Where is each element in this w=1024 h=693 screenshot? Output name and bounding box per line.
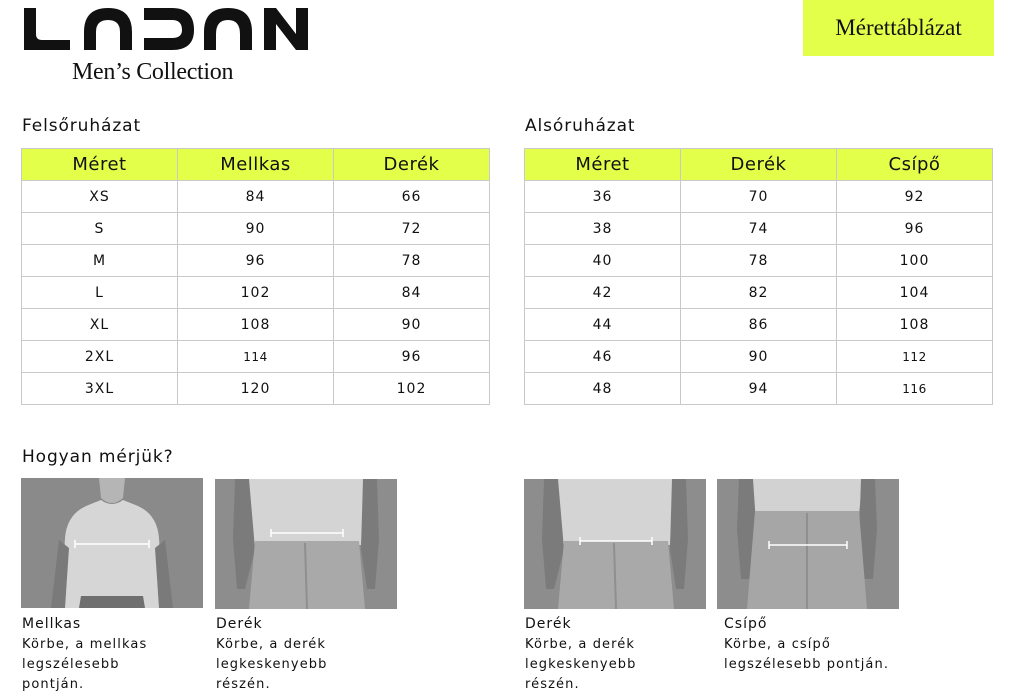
size-cell: 44 (525, 309, 681, 341)
size-cell: 42 (525, 277, 681, 309)
hip-cell: 112 (837, 341, 993, 373)
chest-cell: 114 (178, 341, 334, 373)
table-row (525, 373, 993, 405)
size-cell: XS (22, 181, 178, 213)
waist-cell: 84 (334, 277, 490, 309)
table-row (22, 213, 490, 245)
waist-cell: 94 (681, 373, 837, 405)
waist-cell: 78 (681, 245, 837, 277)
tops-size-table (21, 148, 490, 405)
table-row (22, 181, 490, 213)
table-header-row (525, 149, 993, 181)
chest-caption-title: Mellkas (22, 616, 82, 632)
size-cell: 3XL (22, 373, 178, 405)
column-header: Csípő (837, 149, 993, 181)
size-cell: 46 (525, 341, 681, 373)
brand-subtitle: Men’s Collection (72, 59, 234, 85)
hip-cell: 116 (837, 373, 993, 405)
size-cell: L (22, 277, 178, 309)
waist-caption-title-bottoms: Derék (525, 616, 572, 632)
waist-measure-photo-bottoms (524, 479, 706, 609)
size-cell: 2XL (22, 341, 178, 373)
column-header: Derék (681, 149, 837, 181)
waist-cell: 70 (681, 181, 837, 213)
chest-caption-text: Körbe, a mellkas legszélesebb pontján. (22, 637, 148, 692)
hip-measure-photo (717, 479, 899, 609)
hip-cell: 96 (837, 213, 993, 245)
waist-caption-title-tops: Derék (216, 616, 263, 632)
column-header: Méret (525, 149, 681, 181)
size-chart-badge: Mérettáblázat (803, 0, 994, 56)
table-row (22, 309, 490, 341)
column-header: Mellkas (178, 149, 334, 181)
hip-cell: 92 (837, 181, 993, 213)
waist-cell: 78 (334, 245, 490, 277)
size-cell: 40 (525, 245, 681, 277)
chest-cell: 102 (178, 277, 334, 309)
hip-cell: 108 (837, 309, 993, 341)
size-cell: 36 (525, 181, 681, 213)
table-row (525, 213, 993, 245)
chest-cell: 120 (178, 373, 334, 405)
chest-cell: 108 (178, 309, 334, 341)
waist-cell: 96 (334, 341, 490, 373)
table-row (525, 245, 993, 277)
size-cell: 38 (525, 213, 681, 245)
waist-caption-text-tops: Körbe, a derék legkeskenyebb részén. (216, 637, 328, 692)
waist-measure-photo-tops (215, 479, 397, 609)
waist-cell: 74 (681, 213, 837, 245)
waist-caption-text-bottoms: Körbe, a derék legkeskenyebb részén. (525, 637, 637, 692)
size-cell: 48 (525, 373, 681, 405)
table-row (22, 373, 490, 405)
table-row (525, 181, 993, 213)
size-cell: S (22, 213, 178, 245)
table-row (525, 309, 993, 341)
column-header: Méret (22, 149, 178, 181)
chest-cell: 84 (178, 181, 334, 213)
column-header: Derék (334, 149, 490, 181)
bottoms-title: Alsóruházat (525, 116, 636, 136)
table-row (22, 245, 490, 277)
table-row (525, 277, 993, 309)
table-row (22, 277, 490, 309)
waist-cell: 90 (334, 309, 490, 341)
size-cell: M (22, 245, 178, 277)
chest-cell: 90 (178, 213, 334, 245)
brand-logo (22, 4, 310, 54)
hip-caption-title: Csípő (724, 616, 768, 632)
table-row (22, 341, 490, 373)
tops-title: Felsőruházat (22, 116, 142, 136)
measure-title: Hogyan mérjük? (22, 447, 174, 467)
waist-cell: 82 (681, 277, 837, 309)
chest-measure-photo (21, 478, 203, 608)
hip-cell: 104 (837, 277, 993, 309)
waist-cell: 90 (681, 341, 837, 373)
waist-cell: 102 (334, 373, 490, 405)
table-header-row (22, 149, 490, 181)
hip-cell: 100 (837, 245, 993, 277)
waist-cell: 72 (334, 213, 490, 245)
bottoms-size-table (524, 148, 993, 405)
waist-cell: 86 (681, 309, 837, 341)
waist-cell: 66 (334, 181, 490, 213)
chest-cell: 96 (178, 245, 334, 277)
hip-caption-text: Körbe, a csípő legszélesebb pontján. (724, 637, 890, 672)
size-cell: XL (22, 309, 178, 341)
table-row (525, 341, 993, 373)
